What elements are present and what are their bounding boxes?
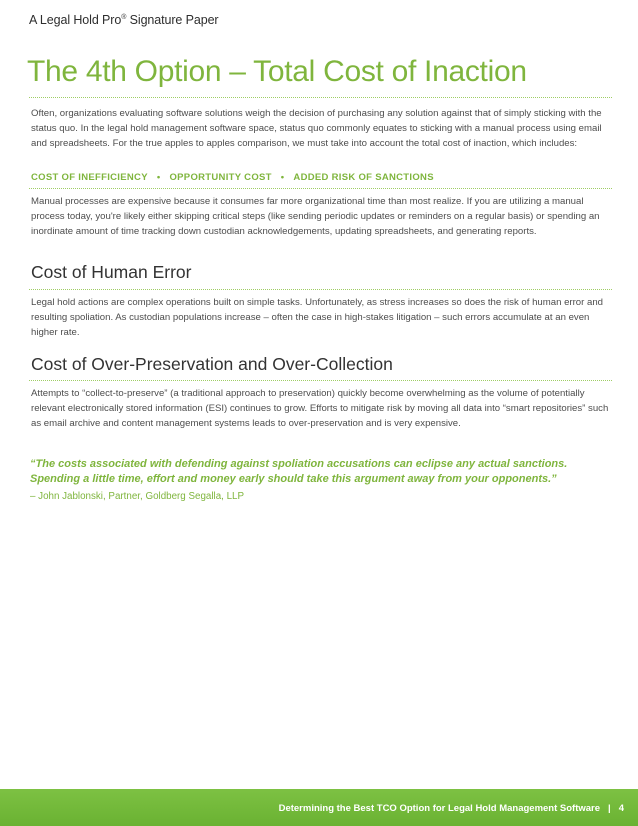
list-separator: •: [280, 172, 285, 183]
human-error-paragraph: Legal hold actions are complex operations built on simple tasks. Unfortunately, as stress increases so does the risk of human error and resulting spoliation. As custodian populations increase – often the case in high-stakes litigation – such errors accumulate at an even higher rate.: [31, 297, 604, 339]
footer-text: [279, 803, 624, 814]
section-divider: [29, 289, 612, 290]
cost-items-list: [31, 172, 434, 183]
section-divider: [29, 380, 612, 381]
over-preservation-paragraph: Attempts to “collect-to-preserve” (a traditional approach to preservation) quickly become overwhelming as the volume of potentially relevant electronically stored information (ESI) continues to grow. Efforts to mitigate risk by moving all data into “smart repositories” such as email archive and content management systems leads to over-preservation and is very expensive.: [31, 388, 609, 430]
footer-document-title: Determining the Best TCO Option for Legal Hold Management Software: [278, 803, 601, 814]
registered-mark: ®: [121, 13, 127, 21]
pull-quote: “The costs associated with defending against spoliation accusations can eclipse any actual sanctions. Spending a little time, effort and money early should take this argument away from your opponents.”: [30, 458, 568, 485]
page-footer: [0, 789, 638, 826]
cost-list-divider: [29, 188, 612, 189]
cost-item-sanctions: ADDED RISK OF SANCTIONS: [293, 172, 434, 183]
page-title: The 4th Option – Total Cost of Inaction: [27, 55, 527, 88]
document-series-label: [29, 13, 219, 27]
brand-text: A Legal Hold Pro: [29, 13, 122, 27]
cost-item-opportunity: OPPORTUNITY COST: [169, 172, 272, 183]
section-heading-over-preservation: Cost of Over-Preservation and Over-Collection: [31, 354, 393, 374]
series-suffix: Signature Paper: [126, 13, 219, 27]
title-divider: [29, 97, 612, 98]
footer-separator: |: [608, 803, 611, 814]
section-heading-human-error: Cost of Human Error: [31, 262, 192, 282]
intro-paragraph: Often, organizations evaluating software solutions weigh the decision of purchasing any solution against that of simply sticking with the status quo. In the legal hold management software space, status quo commonly equates to sticking with a manual process using email and spreadsheets. For the true apples to apples comparison, we must take into account the total cost of inaction, which includes:: [31, 108, 602, 150]
quote-attribution: – John Jablonski, Partner, Goldberg Segalla, LLP: [30, 491, 245, 502]
page-number: 4: [618, 803, 624, 814]
manual-process-paragraph: Manual processes are expensive because it consumes far more organizational time than most realize. If you are utilizing a manual process today, you're likely either skipping critical steps (like sending periodic updates or reminders on a regular basis) or spending an inordinate amount of time tracking down custodian acknowledgements, updating spreadsheets, and generating reports.: [31, 196, 600, 238]
list-separator: •: [156, 172, 161, 183]
cost-item-inefficiency: COST OF INEFFICIENCY: [31, 172, 148, 183]
